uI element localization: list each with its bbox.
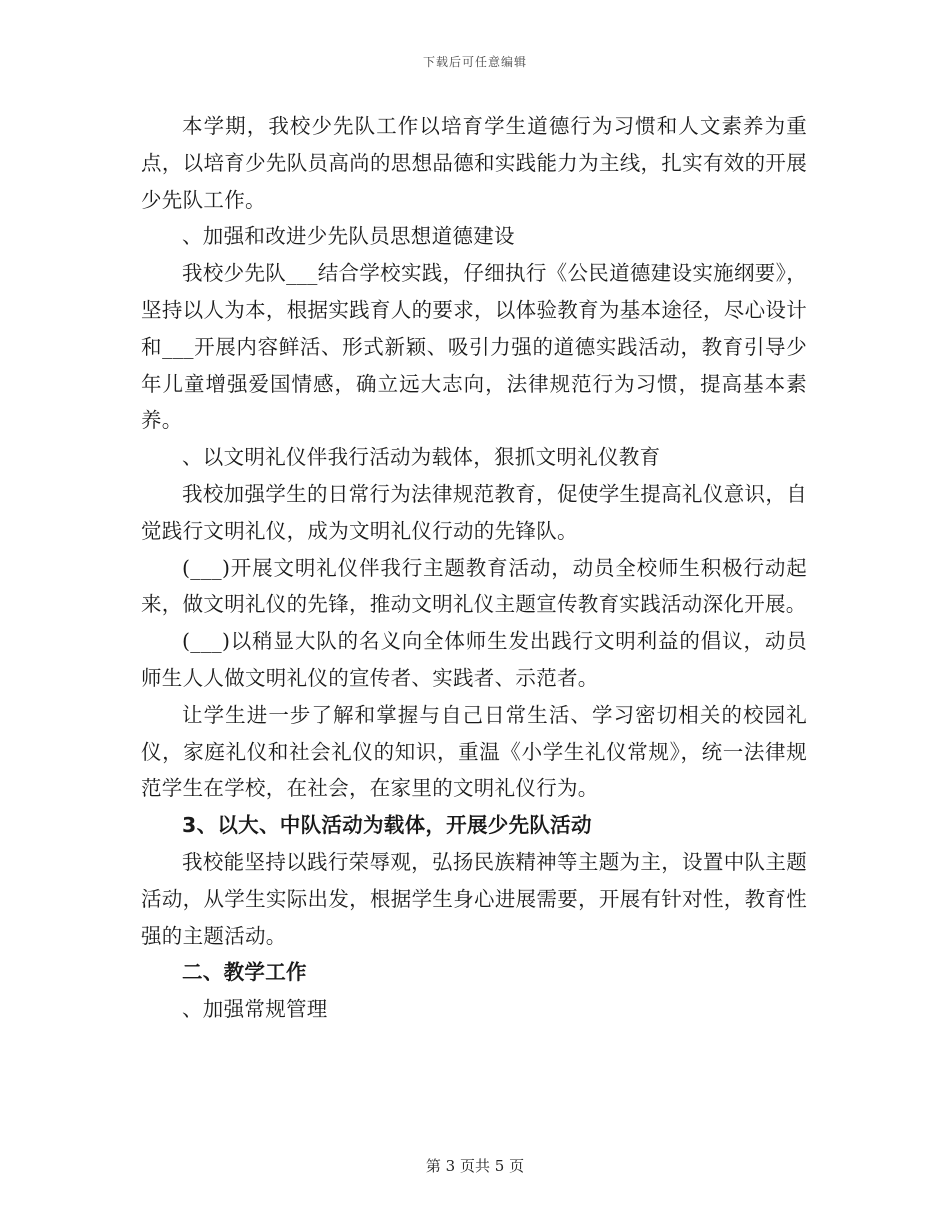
section-heading: 、加强常规管理 (182, 997, 328, 1022)
document-body (141, 108, 807, 1028)
paragraph: 本学期，我校少先队工作以培育学生道德行为习惯和人文素养为重点，以培育少先队员高尚的思想品德和实践能力为主线，扎实有效的开展少先队工作。 (141, 114, 807, 212)
paragraph: (___)开展文明礼仪伴我行主题教育活动，动员全校师生积极行动起来，做文明礼仪的先锋，推动文明礼仪主题宣传教育实践活动深化开展。 (141, 555, 807, 617)
paragraph: 我校加强学生的日常行为法律规范教育，促使学生提高礼仪意识，自觉践行文明礼仪，成为文明礼仪行动的先锋队。 (141, 481, 807, 543)
section-heading: 、加强和改进少先队员思想道德建设 (182, 224, 515, 249)
page-header: 下载后可任意编辑 (422, 55, 527, 69)
chapter-heading: 二、教学工作 (182, 960, 307, 985)
section-heading-bold: 3、以大、中队活动为载体，开展少先队活动 (182, 813, 592, 838)
paragraph: (___)以稍显大队的名义向全体师生发出践行文明利益的倡议，动员师生人人做文明礼仪的宣传者、实践者、示范者。 (141, 629, 807, 690)
paragraph: 让学生进一步了解和掌握与自己日常生活、学习密切相关的校园礼仪，家庭礼仪和社会礼仪的知识，重温《小学生礼仪常规》，统一法律规范学生在学校，在社会，在家里的文明礼仪行为。 (141, 702, 807, 801)
paragraph: 我校能坚持以践行荣辱观，弘扬民族精神等主题为主，设置中队主题活动，从学生实际出发，根据学生身心进展需要，开展有针对性，教育性强的主题活动。 (141, 849, 807, 948)
paragraph: 我校少先队___结合学校实践，仔细执行《公民道德建设实施纲要》，坚持以人为本，根据实践育人的要求，以体验教育为基本途径，尽心设计和___开展内容鲜活、形式新颖、吸引力强的道德实践活动，教育引导少年儿童增强爱国情感，确立远大志向，法律规范行为习惯，提高基本素养。 (141, 261, 807, 433)
section-heading: 、以文明礼仪伴我行活动为载体，狠抓文明礼仪教育 (182, 445, 661, 470)
page-footer: 第 3 页共 5 页 (425, 1157, 525, 1175)
